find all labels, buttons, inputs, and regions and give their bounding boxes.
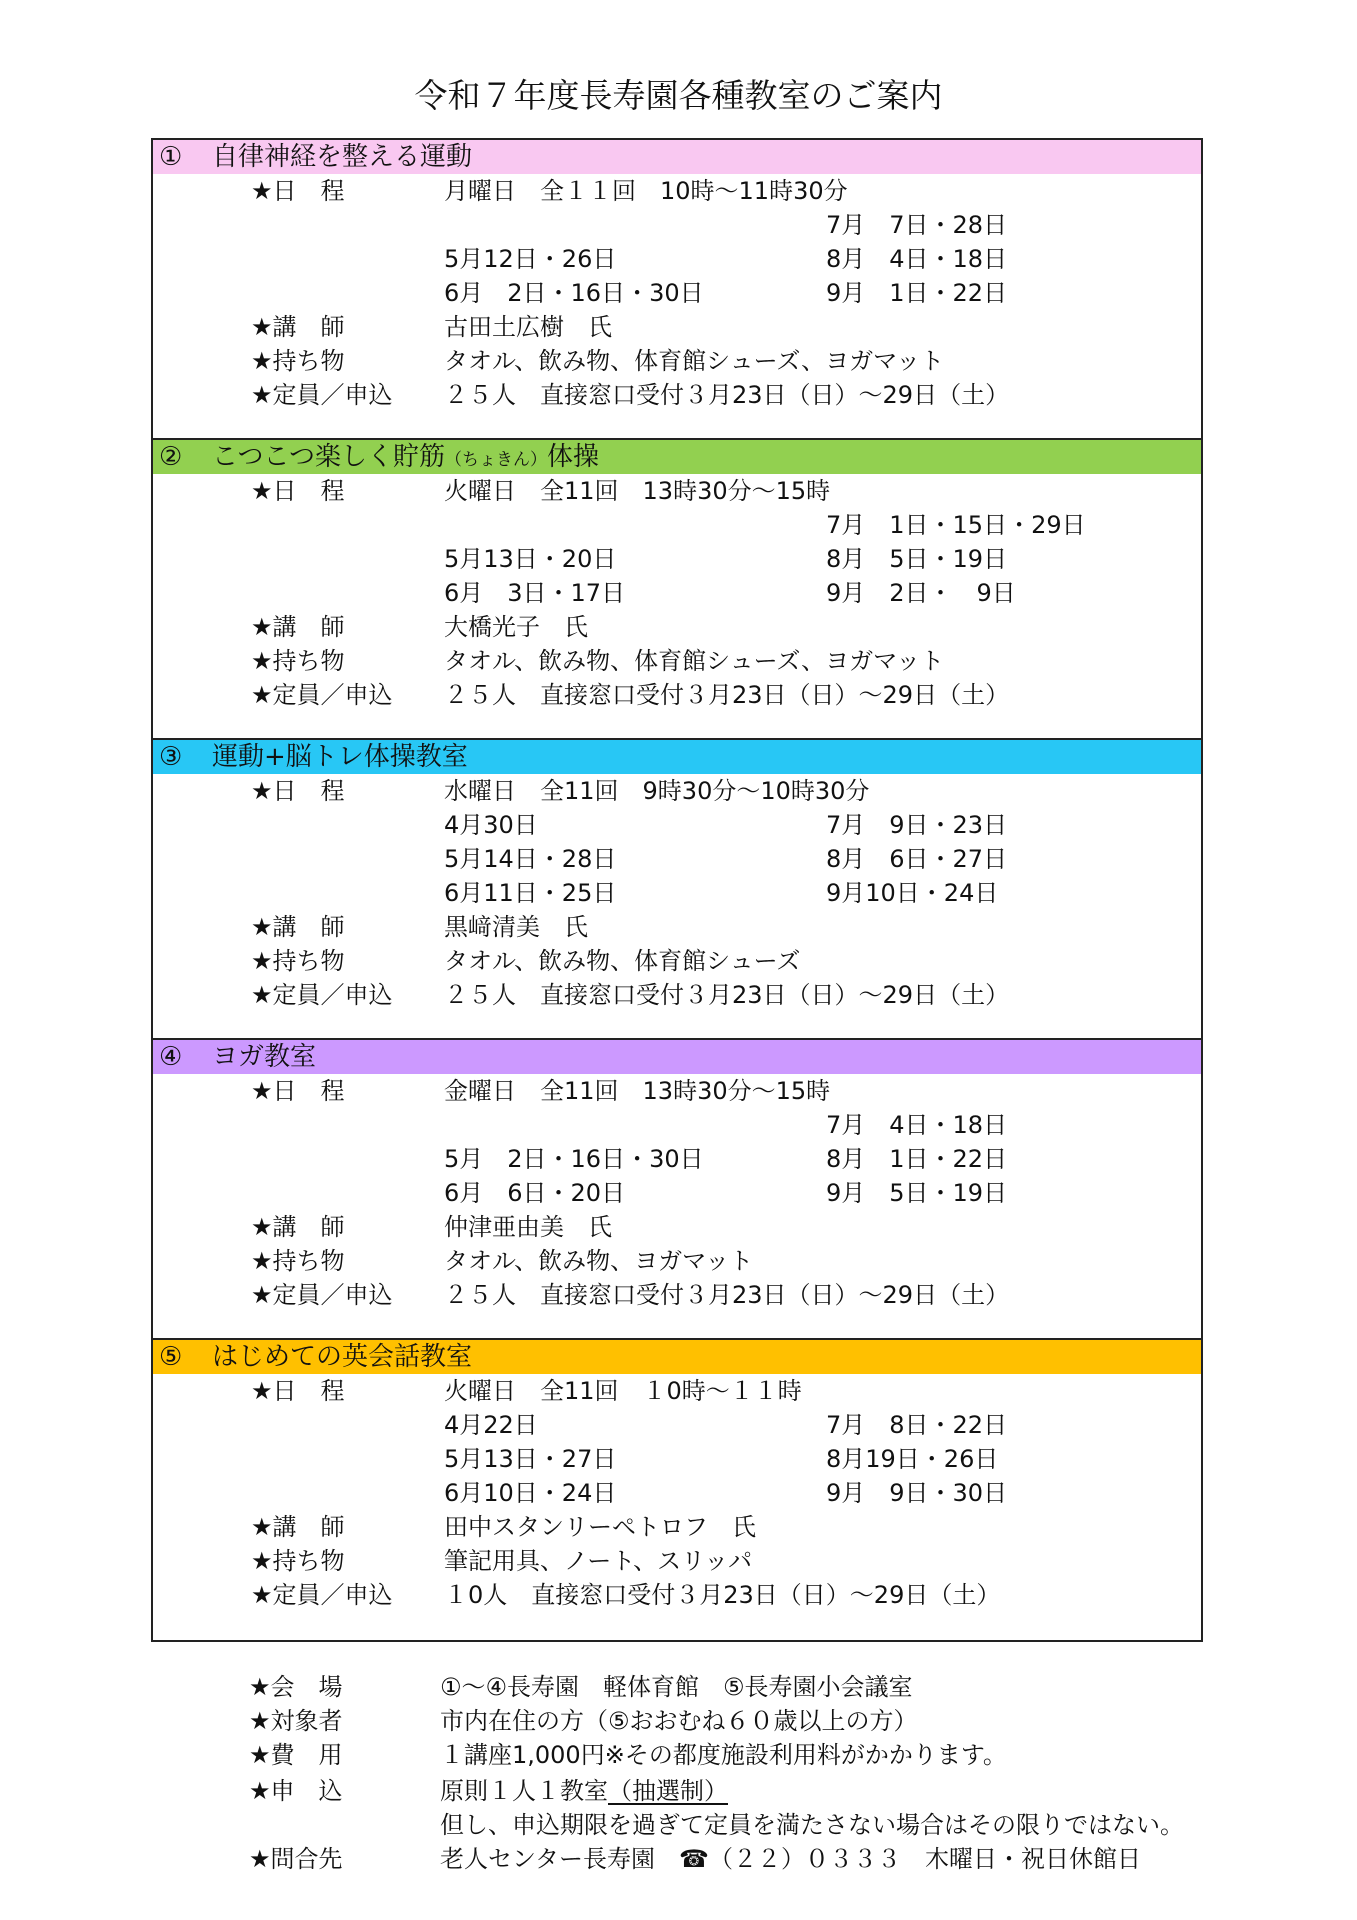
section-header-5 bbox=[153, 1340, 1201, 1374]
section-title: はじめての英会話教室 bbox=[212, 1342, 473, 1372]
instructor-label: ★講 師 bbox=[251, 1513, 345, 1541]
items-label: ★持ち物 bbox=[251, 947, 345, 975]
instructor-value: 黒﨑清美 氏 bbox=[444, 913, 588, 941]
date-right: 7月 8日・22日 bbox=[826, 1411, 1008, 1439]
capacity-label: ★定員／申込 bbox=[251, 681, 393, 709]
date-right: 7月 1日・15日・29日 bbox=[826, 511, 1086, 539]
date-left: 4月22日 bbox=[444, 1411, 538, 1439]
date-left: 6月10日・24日 bbox=[444, 1479, 617, 1507]
date-right: 7月 9日・23日 bbox=[826, 811, 1008, 839]
apply-rule: 原則１人１教室 bbox=[440, 1777, 608, 1805]
date-left: 6月 3日・17日 bbox=[444, 579, 626, 607]
page-title: 令和７年度長寿園各種教室のご案内 bbox=[414, 76, 943, 115]
date-right: 8月 5日・19日 bbox=[826, 545, 1008, 573]
schedule-value: 月曜日 全１１回 10時～11時30分 bbox=[444, 177, 848, 205]
apply-lottery: （抽選制） bbox=[608, 1777, 728, 1805]
date-right: 9月 2日・ 9日 bbox=[826, 579, 1016, 607]
telephone-icon: ☎ bbox=[679, 1845, 709, 1873]
capacity-value: ２５人 直接窓口受付３月23日（日）～29日（土） bbox=[444, 1281, 1010, 1309]
date-left: 5月 2日・16日・30日 bbox=[444, 1145, 704, 1173]
capacity-value: ２５人 直接窓口受付３月23日（日）～29日（土） bbox=[444, 981, 1010, 1009]
section-number: ④ bbox=[159, 1042, 183, 1072]
section-title-main: こつこつ楽しく貯筋 bbox=[212, 442, 445, 472]
section-number: ⑤ bbox=[159, 1342, 183, 1372]
section-header-4 bbox=[153, 1040, 1201, 1074]
date-left: 5月12日・26日 bbox=[444, 245, 617, 273]
capacity-label: ★定員／申込 bbox=[251, 1281, 393, 1309]
instructor-label: ★講 師 bbox=[251, 313, 345, 341]
date-right: 9月 1日・22日 bbox=[826, 279, 1008, 307]
items-value: 筆記用具、ノート、スリッパ bbox=[444, 1547, 753, 1575]
date-left: 5月14日・28日 bbox=[444, 845, 617, 873]
venue-value: ①～④長寿園 軽体育館 ⑤長寿園小会議室 bbox=[440, 1673, 913, 1701]
date-left: 5月13日・20日 bbox=[444, 545, 617, 573]
section-number: ③ bbox=[159, 742, 183, 772]
date-right: 9月10日・24日 bbox=[826, 879, 999, 907]
date-left: 6月11日・25日 bbox=[444, 879, 617, 907]
items-value: タオル、飲み物、体育館シューズ、ヨガマット bbox=[444, 647, 945, 675]
schedule-value: 金曜日 全11回 13時30分～15時 bbox=[444, 1077, 831, 1105]
schedule-label: ★日 程 bbox=[251, 177, 345, 205]
items-label: ★持ち物 bbox=[251, 647, 345, 675]
date-right: 7月 7日・28日 bbox=[826, 211, 1008, 239]
items-value: タオル、飲み物、ヨガマット bbox=[444, 1247, 754, 1275]
date-left: 4月30日 bbox=[444, 811, 538, 839]
items-label: ★持ち物 bbox=[251, 347, 345, 375]
contact-value bbox=[440, 1842, 1141, 1876]
instructor-value: 田中スタンリーペトロフ 氏 bbox=[444, 1513, 756, 1541]
capacity-label: ★定員／申込 bbox=[251, 981, 393, 1009]
schedule-value: 火曜日 全11回 13時30分～15時 bbox=[444, 477, 831, 505]
class-section-1 bbox=[153, 140, 1201, 440]
date-right: 8月 1日・22日 bbox=[826, 1145, 1008, 1173]
items-value: タオル、飲み物、体育館シューズ、ヨガマット bbox=[444, 347, 945, 375]
section-header-2 bbox=[153, 440, 1201, 474]
section-header-1 bbox=[153, 140, 1201, 174]
venue-label: ★会 場 bbox=[249, 1673, 343, 1701]
section-title-end: 体操 bbox=[546, 442, 599, 472]
section-header-3 bbox=[153, 740, 1201, 774]
section-number: ② bbox=[159, 442, 183, 472]
instructor-value: 大橋光子 氏 bbox=[444, 613, 588, 641]
schedule-value: 水曜日 全11回 9時30分～10時30分 bbox=[444, 777, 870, 805]
schedule-label: ★日 程 bbox=[251, 477, 345, 505]
class-section-2 bbox=[153, 440, 1201, 740]
section-title bbox=[212, 440, 599, 477]
capacity-label: ★定員／申込 bbox=[251, 381, 393, 409]
section-title: 運動+脳トレ体操教室 bbox=[212, 742, 468, 772]
fee-value: １講座1,000円※その都度施設利用料がかかります。 bbox=[440, 1741, 1007, 1769]
section-title: ヨガ教室 bbox=[212, 1042, 317, 1072]
contact-name: 老人センター長寿園 bbox=[440, 1845, 656, 1873]
instructor-value: 仲津亜由美 氏 bbox=[444, 1213, 612, 1241]
schedule-label: ★日 程 bbox=[251, 1377, 345, 1405]
capacity-value: ２５人 直接窓口受付３月23日（日）～29日（土） bbox=[444, 381, 1010, 409]
items-value: タオル、飲み物、体育館シューズ bbox=[444, 947, 801, 975]
capacity-value: ２５人 直接窓口受付３月23日（日）～29日（土） bbox=[444, 681, 1010, 709]
apply-value bbox=[440, 1774, 728, 1808]
class-section-4 bbox=[153, 1040, 1201, 1340]
date-right: 8月 4日・18日 bbox=[826, 245, 1008, 273]
classes-table bbox=[151, 138, 1203, 1642]
date-right: 8月19日・26日 bbox=[826, 1445, 999, 1473]
contact-phone: （２２）０３３３ 木曜日・祝日休館日 bbox=[708, 1845, 1141, 1873]
contact-label: ★問合先 bbox=[249, 1845, 343, 1873]
apply-label: ★申 込 bbox=[249, 1777, 343, 1805]
class-section-5 bbox=[153, 1340, 1201, 1640]
capacity-label: ★定員／申込 bbox=[251, 1581, 393, 1609]
fee-label: ★費 用 bbox=[249, 1741, 343, 1769]
target-value: 市内在住の方（⑤おおむね６０歳以上の方） bbox=[440, 1707, 918, 1735]
section-title-reading: （ちょきん） bbox=[444, 450, 547, 470]
instructor-label: ★講 師 bbox=[251, 613, 345, 641]
date-right: 7月 4日・18日 bbox=[826, 1111, 1008, 1139]
items-label: ★持ち物 bbox=[251, 1247, 345, 1275]
instructor-label: ★講 師 bbox=[251, 913, 345, 941]
items-label: ★持ち物 bbox=[251, 1547, 345, 1575]
instructor-value: 古田土広樹 氏 bbox=[444, 313, 612, 341]
instructor-label: ★講 師 bbox=[251, 1213, 345, 1241]
date-left: 6月 2日・16日・30日 bbox=[444, 279, 704, 307]
schedule-value: 火曜日 全11回 １0時～１１時 bbox=[444, 1377, 802, 1405]
date-right: 8月 6日・27日 bbox=[826, 845, 1008, 873]
target-label: ★対象者 bbox=[249, 1707, 343, 1735]
capacity-value: １0人 直接窓口受付３月23日（日）～29日（土） bbox=[444, 1581, 1001, 1609]
section-number: ① bbox=[159, 142, 183, 172]
class-section-3 bbox=[153, 740, 1201, 1040]
date-right: 9月 9日・30日 bbox=[826, 1479, 1008, 1507]
schedule-label: ★日 程 bbox=[251, 777, 345, 805]
section-title: 自律神経を整える運動 bbox=[212, 142, 473, 172]
schedule-label: ★日 程 bbox=[251, 1077, 345, 1105]
date-right: 9月 5日・19日 bbox=[826, 1179, 1008, 1207]
date-left: 6月 6日・20日 bbox=[444, 1179, 626, 1207]
date-left: 5月13日・27日 bbox=[444, 1445, 617, 1473]
apply-note: 但し、申込期限を過ぎて定員を満たさない場合はその限りではない。 bbox=[440, 1811, 1184, 1839]
